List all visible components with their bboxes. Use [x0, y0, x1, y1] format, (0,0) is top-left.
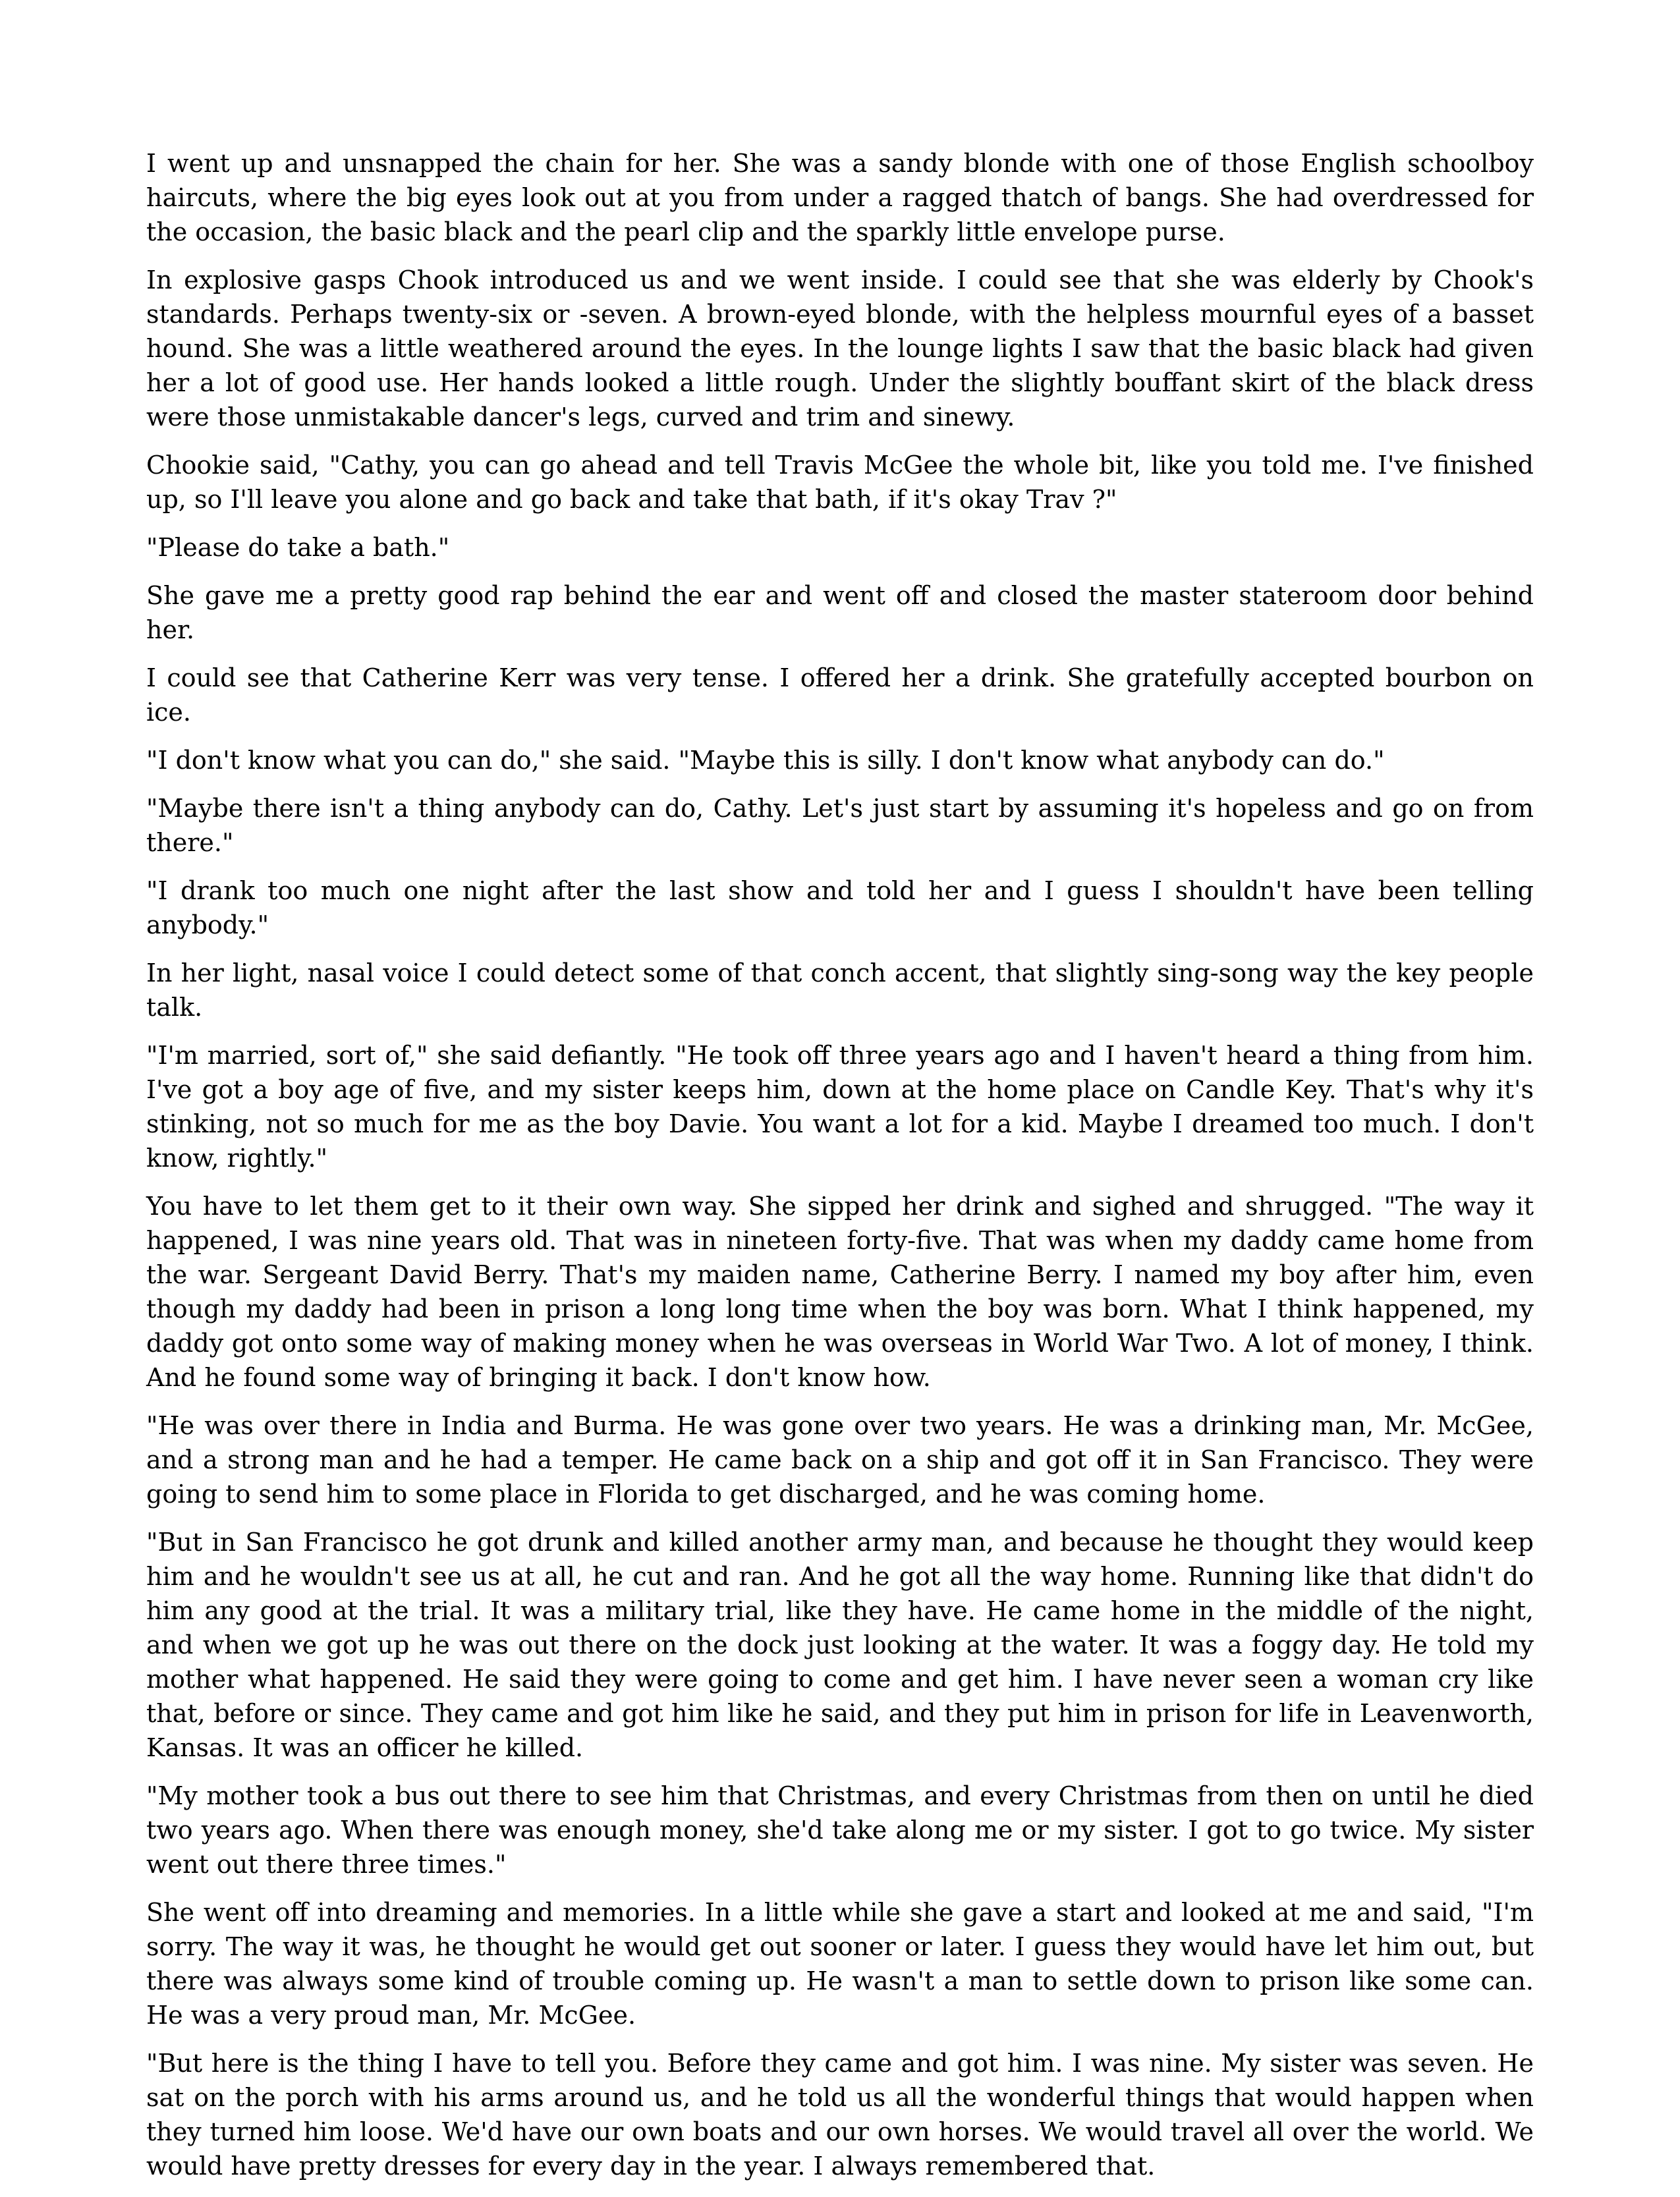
paragraph: "Maybe there isn't a thing anybody can do, Cathy. Let's just start by assuming it's hopeless and go on from there." [146, 794, 1534, 857]
paragraph: I went up and unsnapped the chain for her. She was a sandy blonde with one of those English schoolboy haircuts, where the big eyes look out at you from under a ragged thatch of bangs. She had overdressed for the occasion, the basic black and the pearl clip and the sparkly little envelope purse. [146, 149, 1534, 246]
document-page [146, 146, 1534, 2197]
paragraph: Chookie said, "Cathy, you can go ahead and tell Travis McGee the whole bit, like you told me. I've finished up, so I'll leave you alone and go back and take that bath, if it's okay Trav ?" [146, 451, 1534, 514]
paragraph: "He was over there in India and Burma. He was gone over two years. He was a drinking man, Mr. McGee, and a strong man and he had a temper. He came back on a ship and got off it in San Francisco. They were going to send him to some place in Florida to get discharged, and he was coming home. [146, 1411, 1534, 1509]
paragraph: In explosive gasps Chook introduced us and we went inside. I could see that she was elderly by Chook's standards. Perhaps twenty-six or -seven. A brown-eyed blonde, with the helpless mournful eyes of a basset hound. She was a little weathered around the eyes. In the lounge lights I saw that the basic black had given her a lot of good use. Her hands looked a little rough. Under the slightly bouffant skirt of the black dress were those unmistakable dancer's legs, curved and trim and sinewy. [146, 265, 1534, 431]
paragraph: "Please do take a bath." [146, 533, 450, 562]
paragraph: "My mother took a bus out there to see him that Christmas, and every Christmas from then on until he died two years ago. When there was enough money, she'd take along me or my sister. I got to go twice. My sister went out there three times." [146, 1781, 1534, 1879]
paragraph: You have to let them get to it their own way. She sipped her drink and sighed and shrugged. "The way it happened, I was nine years old. That was in nineteen forty-five. That was when my daddy came home from the war. Sergeant David Berry. That's my maiden name, Catherine Berry. I named my boy after him, even though my daddy had been in prison a long long time when the boy was born. What I think happened, my daddy got onto some way of making money when he was overseas in World War Two. A lot of money, I think. And he found some way of bringing it back. I don't know how. [146, 1192, 1534, 1392]
paragraph: "I drank too much one night after the last show and told her and I guess I shouldn't have been telling anybody." [146, 876, 1534, 939]
paragraph: She went off into dreaming and memories. In a little while she gave a start and looked at me and said, "I'm sorry. The way it was, he thought he would get out sooner or later. I guess they would have let him out, but there was always some kind of trouble coming up. He wasn't a man to settle down to prison like some can. He was a very proud man, Mr. McGee. [146, 1898, 1534, 2030]
paragraph: She gave me a pretty good rap behind the ear and went off and closed the master stateroom door behind her. [146, 581, 1534, 644]
paragraph: "I'm married, sort of," she said defiantly. "He took off three years ago and I haven't heard a thing from him. I've got a boy age of five, and my sister keeps him, down at the home place on Candle Key. That's why it's stinking, not so much for me as the boy Davie. You want a lot for a kid. Maybe I dreamed too much. I don't know, rightly." [146, 1041, 1534, 1173]
paragraph: "But here is the thing I have to tell you. Before they came and got him. I was nine. My sister was seven. He sat on the porch with his arms around us, and he told us all the wonderful things that would happen when they turned him loose. We'd have our own boats and our own horses. We would travel all over the world. We would have pretty dresses for every day in the year. I always remembered that. [146, 2049, 1534, 2181]
paragraph: In her light, nasal voice I could detect some of that conch accent, that slightly sing-song way the key people talk. [146, 959, 1534, 1022]
paragraph: I could see that Catherine Kerr was very tense. I offered her a drink. She gratefully accepted bourbon on ice. [146, 663, 1534, 727]
paragraph: "But in San Francisco he got drunk and killed another army man, and because he thought they would keep him and he wouldn't see us at all, he cut and ran. And he got all the way home. Running like that didn't do him any good at the trial. It was a military trial, like they have. He came home in the middle of the night, and when we got up he was out there on the dock just looking at the water. It was a foggy day. He told my mother what happened. He said they were going to come and get him. I have never seen a woman cry like that, before or since. They came and got him like he said, and they put him in prison for life in Leavenworth, Kansas. It was an officer he killed. [146, 1528, 1534, 1762]
paragraph: "I don't know what you can do," she said. "Maybe this is silly. I don't know what anybody can do." [146, 746, 1385, 775]
